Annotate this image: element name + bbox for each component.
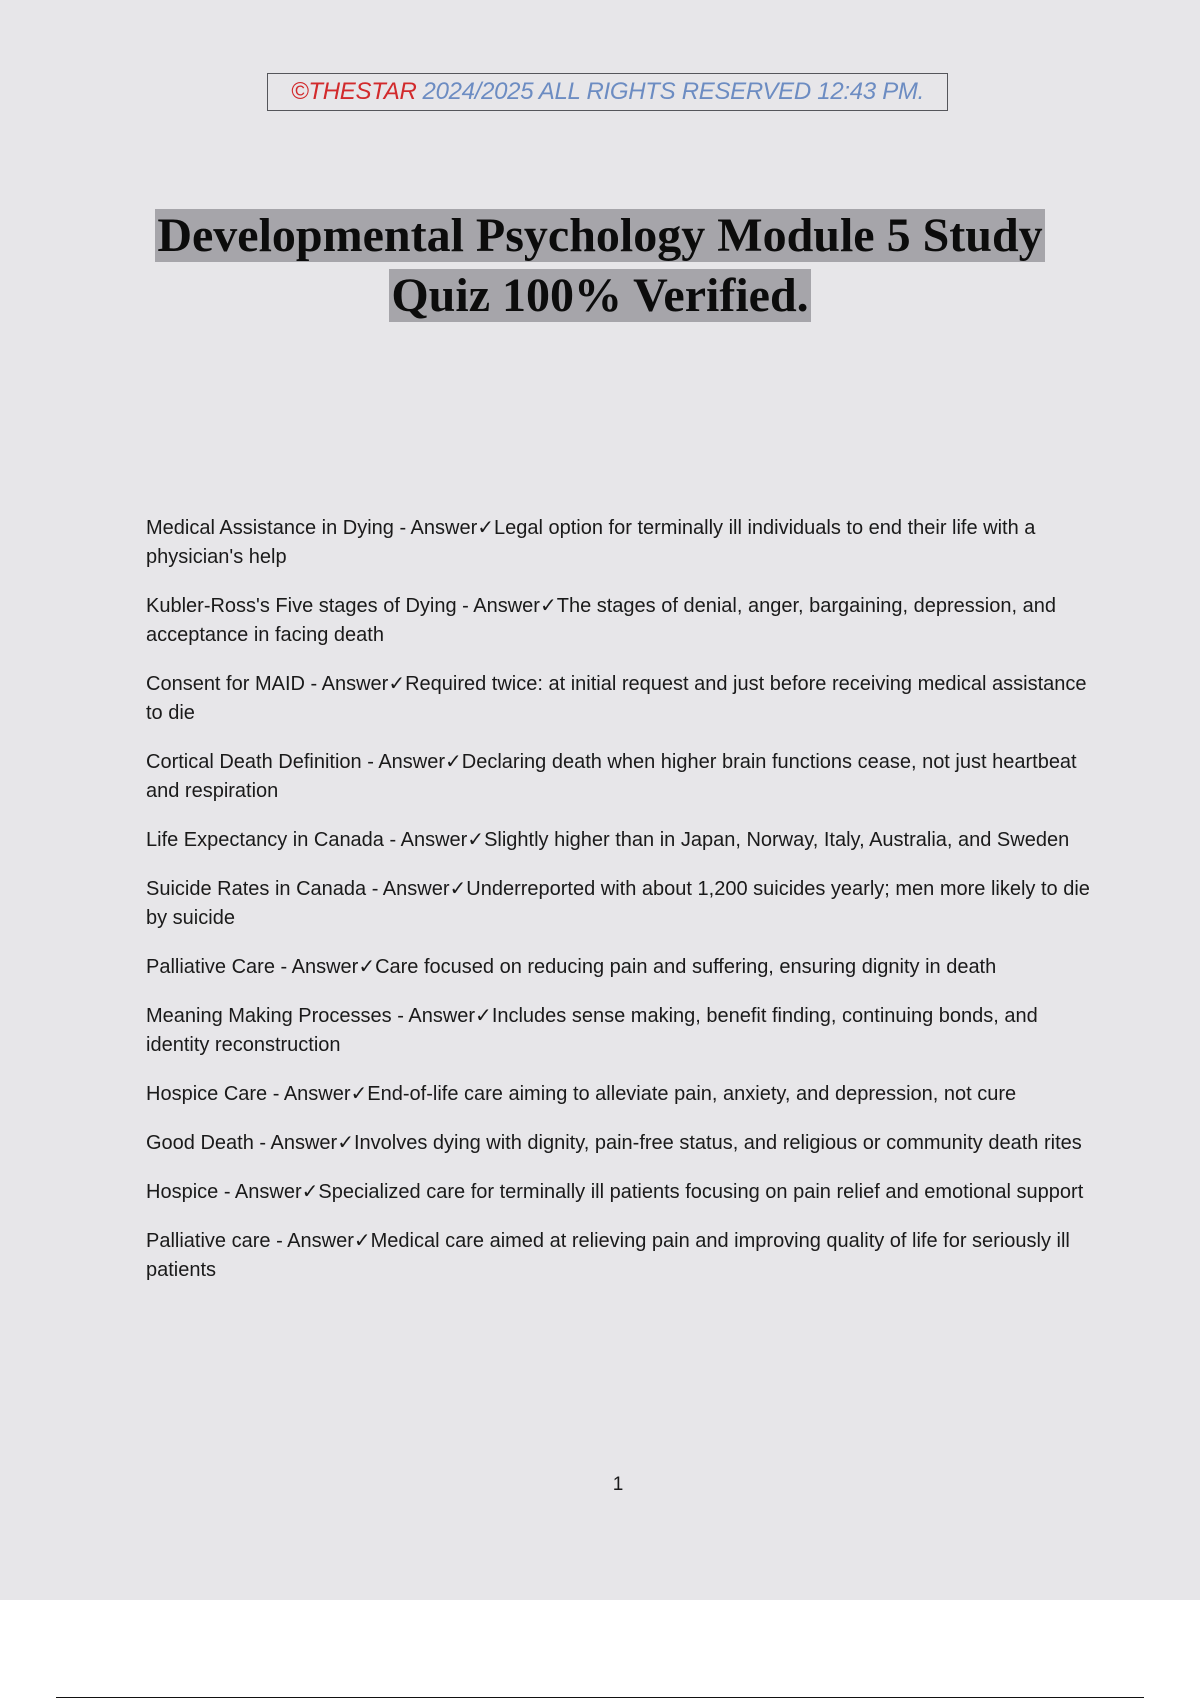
qa-sep: - Answer✓	[218, 1181, 319, 1203]
qa-item	[146, 1002, 1096, 1060]
qa-item	[146, 1178, 1096, 1207]
qa-answer: Legal option for terminally ill individuals to end their life with a physician's help	[146, 517, 1036, 568]
qa-answer: Includes sense making, benefit finding, continuing bonds, and identity reconstruction	[146, 1005, 1038, 1056]
qa-item	[146, 670, 1096, 728]
footer-divider	[56, 1697, 1144, 1698]
qa-term: Cortical Death Definition	[146, 751, 362, 773]
qa-sep: - Answer✓	[366, 878, 467, 900]
qa-term: Good Death	[146, 1132, 254, 1154]
qa-item	[146, 826, 1096, 855]
copyright-banner	[267, 73, 948, 111]
qa-answer: Slightly higher than in Japan, Norway, Italy, Australia, and Sweden	[484, 829, 1070, 851]
title-line-2: Quiz 100% Verified.	[391, 269, 809, 322]
qa-term: Consent for MAID	[146, 673, 305, 695]
qa-item	[146, 748, 1096, 806]
qa-item	[146, 1129, 1096, 1158]
qa-term: Kubler-Ross's Five stages of Dying	[146, 595, 457, 617]
qa-answer: Medical care aimed at relieving pain and improving quality of life for seriously ill patients	[146, 1230, 1070, 1281]
copyright-brand: ©THESTAR	[291, 78, 417, 105]
qa-answer: Involves dying with dignity, pain-free status, and religious or community death rites	[353, 1132, 1082, 1154]
qa-answer: The stages of denial, anger, bargaining, depression, and acceptance in facing death	[146, 595, 1056, 646]
qa-sep: - Answer✓	[253, 1132, 354, 1154]
qa-sep: - Answer✓	[393, 517, 495, 539]
qa-item	[146, 514, 1096, 572]
qa-item	[146, 1080, 1096, 1109]
qa-item	[146, 875, 1096, 933]
qa-answer: Underreported with about 1,200 suicides yearly; men more likely to die by suicide	[146, 878, 1090, 929]
qa-term: Meaning Making Processes	[146, 1005, 392, 1027]
copyright-rights: 2024/2025 ALL RIGHTS RESERVED 12:43 PM.	[422, 78, 924, 105]
qa-sep: - Answer✓	[267, 1083, 368, 1105]
qa-sep: - Answer✓	[274, 956, 376, 978]
qa-term: Palliative care	[146, 1230, 271, 1252]
qa-sep: - Answer✓	[456, 595, 557, 617]
qa-answer: Care focused on reducing pain and suffering, ensuring dignity in death	[375, 956, 997, 978]
qa-answer: Declaring death when higher brain functions cease, not just heartbeat and respiration	[146, 751, 1077, 802]
page-number: 1	[612, 1474, 624, 1495]
qa-term: Suicide Rates in Canada	[146, 878, 367, 900]
document-title	[0, 206, 1200, 326]
qa-sep: - Answer✓	[270, 1230, 371, 1252]
qa-sep: - Answer✓	[304, 673, 406, 695]
qa-term: Palliative Care	[146, 956, 275, 978]
qa-item	[146, 953, 1096, 982]
title-line-1: Developmental Psychology Module 5 Study	[157, 209, 1043, 262]
qa-answer: End-of-life care aiming to alleviate pain, anxiety, and depression, not cure	[367, 1083, 1017, 1105]
qa-sep: - Answer✓	[391, 1005, 492, 1027]
qa-list	[146, 514, 1096, 1305]
qa-item	[146, 592, 1096, 650]
qa-answer: Specialized care for terminally ill patients focusing on pain relief and emotional support	[318, 1181, 1084, 1203]
qa-answer: Required twice: at initial request and just before receiving medical assistance to die	[146, 673, 1087, 724]
qa-sep: - Answer✓	[383, 829, 485, 851]
qa-item	[146, 1227, 1096, 1285]
qa-term: Medical Assistance in Dying	[146, 517, 394, 539]
qa-term: Hospice	[146, 1181, 219, 1203]
qa-term: Hospice Care	[146, 1083, 268, 1105]
qa-sep: - Answer✓	[361, 751, 462, 773]
qa-term: Life Expectancy in Canada	[146, 829, 384, 851]
